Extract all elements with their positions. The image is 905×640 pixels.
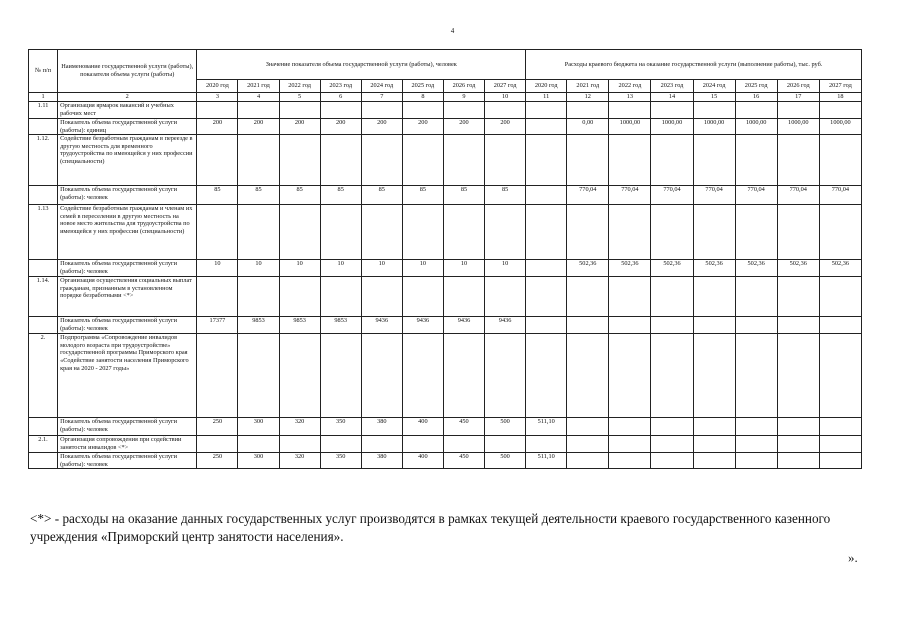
budget-cell — [567, 418, 609, 436]
budget-cell: 511,10 — [526, 453, 567, 469]
column-number: 2 — [58, 93, 197, 102]
budget-cell: 502,36 — [693, 260, 735, 277]
budget-cell — [777, 453, 819, 469]
budget-cell — [567, 453, 609, 469]
budget-cell — [526, 277, 567, 317]
volume-cell: 10 — [485, 260, 526, 277]
budget-cell — [819, 436, 861, 453]
volume-cell: 400 — [402, 453, 443, 469]
budget-cell: 770,04 — [651, 186, 693, 205]
budget-cell — [609, 205, 651, 260]
volume-cell — [279, 205, 320, 260]
budget-cell — [526, 186, 567, 205]
volume-cell — [279, 277, 320, 317]
volume-cell: 10 — [361, 260, 402, 277]
volume-cell — [361, 205, 402, 260]
volume-cell: 10 — [320, 260, 361, 277]
volume-cell: 85 — [238, 186, 279, 205]
table-row — [29, 453, 862, 469]
budget-cell — [651, 418, 693, 436]
budget-cell: 1000,00 — [609, 119, 651, 135]
column-number: 5 — [279, 93, 320, 102]
budget-cell — [567, 334, 609, 418]
budget-cell — [609, 418, 651, 436]
row-number — [29, 186, 58, 205]
volume-cell: 250 — [197, 418, 238, 436]
volume-cell — [485, 436, 526, 453]
column-number: 11 — [526, 93, 567, 102]
volume-cell — [320, 102, 361, 119]
volume-cell: 17377 — [197, 317, 238, 334]
volume-cell: 200 — [279, 119, 320, 135]
budget-cell — [735, 205, 777, 260]
budget-cell — [567, 317, 609, 334]
table-row — [29, 186, 862, 205]
budget-cell — [693, 334, 735, 418]
budget-cell — [735, 334, 777, 418]
budget-cell — [651, 277, 693, 317]
volume-cell — [238, 135, 279, 186]
volume-cell: 200 — [197, 119, 238, 135]
volume-cell: 380 — [361, 453, 402, 469]
table-row — [29, 334, 862, 418]
volume-cell: 9853 — [238, 317, 279, 334]
volume-cell: 9436 — [361, 317, 402, 334]
column-number: 3 — [197, 93, 238, 102]
header-year-budget: 2027 год — [819, 80, 861, 93]
budget-cell — [609, 334, 651, 418]
volume-cell — [320, 436, 361, 453]
header-year-volume: 2023 год — [320, 80, 361, 93]
budget-cell — [526, 334, 567, 418]
table-row — [29, 317, 862, 334]
services-table — [28, 49, 862, 469]
budget-cell — [735, 418, 777, 436]
row-name: Содействие безработным гражданам и членам их семей в переселении в другую местность на новое место жительства для трудоустройства по имеющейся у них профессии (специальности) — [58, 205, 197, 260]
header-year-budget: 2020 год — [526, 80, 567, 93]
column-number: 4 — [238, 93, 279, 102]
row-number: 1.13 — [29, 205, 58, 260]
volume-cell — [238, 205, 279, 260]
row-number: 1.14. — [29, 277, 58, 317]
budget-cell — [526, 260, 567, 277]
volume-cell — [485, 102, 526, 119]
footnote: <*> - расходы на оказание данных государственных услуг производятся в рамках текущей деятельности краевого государственного казенного учреждения «Приморский центр занятости населения». — [30, 511, 831, 544]
budget-cell: 1000,00 — [819, 119, 861, 135]
column-number: 16 — [735, 93, 777, 102]
volume-cell — [443, 334, 484, 418]
volume-cell — [197, 135, 238, 186]
volume-cell — [197, 205, 238, 260]
volume-cell — [320, 334, 361, 418]
budget-cell — [651, 317, 693, 334]
header-year-volume: 2027 год — [485, 80, 526, 93]
budget-cell — [735, 102, 777, 119]
budget-cell — [777, 277, 819, 317]
table-row — [29, 277, 862, 317]
table-row — [29, 119, 862, 135]
budget-cell: 1000,00 — [651, 119, 693, 135]
budget-cell: 0,00 — [567, 119, 609, 135]
volume-cell: 200 — [443, 119, 484, 135]
volume-cell — [402, 436, 443, 453]
budget-cell — [526, 205, 567, 260]
budget-cell — [819, 205, 861, 260]
volume-cell — [320, 277, 361, 317]
volume-cell — [485, 334, 526, 418]
volume-cell — [238, 436, 279, 453]
table-row — [29, 418, 862, 436]
budget-cell: 770,04 — [735, 186, 777, 205]
row-name: Показатель объема государственной услуги (работы): человек — [58, 260, 197, 277]
budget-cell — [777, 205, 819, 260]
budget-cell: 1000,00 — [735, 119, 777, 135]
budget-cell — [693, 277, 735, 317]
budget-cell — [609, 135, 651, 186]
header-year-budget: 2023 год — [651, 80, 693, 93]
budget-cell — [819, 418, 861, 436]
header-year-volume: 2025 год — [402, 80, 443, 93]
volume-cell: 85 — [485, 186, 526, 205]
budget-cell — [526, 135, 567, 186]
volume-cell: 85 — [443, 186, 484, 205]
budget-cell: 511,10 — [526, 418, 567, 436]
row-name: Показатель объема государственной услуги (работы): человек — [58, 453, 197, 469]
volume-cell: 10 — [443, 260, 484, 277]
volume-cell — [402, 277, 443, 317]
volume-cell: 300 — [238, 418, 279, 436]
budget-cell — [609, 277, 651, 317]
volume-cell: 250 — [197, 453, 238, 469]
row-name: Показатель объема государственной услуги (работы): человек — [58, 418, 197, 436]
budget-cell — [651, 453, 693, 469]
volume-cell — [279, 135, 320, 186]
volume-cell: 10 — [279, 260, 320, 277]
budget-cell — [567, 135, 609, 186]
header-year-budget: 2024 год — [693, 80, 735, 93]
volume-cell: 200 — [485, 119, 526, 135]
table-row — [29, 102, 862, 119]
volume-cell: 9436 — [402, 317, 443, 334]
header-num: № п/п — [29, 50, 58, 93]
budget-cell: 1000,00 — [693, 119, 735, 135]
row-name: Подпрограмма «Сопровождение инвалидов молодого возраста при трудоустройстве» государственной программы Приморского края «Содействие занятости населения Приморского края на 2020 - 2027 годы» — [58, 334, 197, 418]
volume-cell — [197, 277, 238, 317]
table-row — [29, 135, 862, 186]
volume-cell — [402, 334, 443, 418]
column-number: 15 — [693, 93, 735, 102]
budget-cell — [819, 334, 861, 418]
budget-cell — [609, 436, 651, 453]
row-number: 1.11 — [29, 102, 58, 119]
budget-cell — [693, 453, 735, 469]
budget-cell — [609, 453, 651, 469]
volume-cell — [279, 436, 320, 453]
budget-cell — [777, 102, 819, 119]
page-number: 4 — [450, 27, 455, 35]
budget-cell: 770,04 — [609, 186, 651, 205]
budget-cell — [567, 205, 609, 260]
volume-cell: 320 — [279, 418, 320, 436]
column-number: 6 — [320, 93, 361, 102]
volume-cell — [361, 436, 402, 453]
volume-cell — [402, 102, 443, 119]
budget-cell — [567, 102, 609, 119]
row-number — [29, 260, 58, 277]
header-year-volume: 2026 год — [443, 80, 484, 93]
volume-cell: 10 — [197, 260, 238, 277]
budget-cell — [693, 436, 735, 453]
budget-cell — [651, 334, 693, 418]
row-name: Организация осуществления социальных выплат гражданам, признанным в установленном порядке безработными <*> — [58, 277, 197, 317]
volume-cell — [238, 334, 279, 418]
header-year-volume: 2022 год — [279, 80, 320, 93]
volume-cell: 380 — [361, 418, 402, 436]
volume-cell: 9853 — [320, 317, 361, 334]
budget-cell — [693, 135, 735, 186]
header-name: Наименование государственной услуги (работы), показателя объема услуги (работы) — [58, 50, 197, 93]
volume-cell — [320, 205, 361, 260]
header-year-budget: 2021 год — [567, 80, 609, 93]
header-year-budget: 2025 год — [735, 80, 777, 93]
budget-cell — [735, 277, 777, 317]
volume-cell — [197, 334, 238, 418]
header-year-volume: 2024 год — [361, 80, 402, 93]
budget-cell — [777, 436, 819, 453]
budget-cell — [819, 135, 861, 186]
row-number: 2. — [29, 334, 58, 418]
volume-cell: 10 — [402, 260, 443, 277]
volume-cell — [238, 102, 279, 119]
budget-cell — [567, 277, 609, 317]
volume-cell: 500 — [485, 453, 526, 469]
header-year-volume: 2020 год — [197, 80, 238, 93]
budget-cell — [651, 205, 693, 260]
volume-cell: 10 — [238, 260, 279, 277]
table-row — [29, 260, 862, 277]
column-number: 8 — [402, 93, 443, 102]
row-number — [29, 317, 58, 334]
volume-cell — [443, 277, 484, 317]
volume-cell — [197, 436, 238, 453]
volume-cell: 9853 — [279, 317, 320, 334]
volume-cell: 350 — [320, 453, 361, 469]
budget-cell: 1000,00 — [777, 119, 819, 135]
budget-cell: 502,36 — [609, 260, 651, 277]
volume-cell — [485, 135, 526, 186]
budget-cell — [777, 418, 819, 436]
budget-cell — [819, 317, 861, 334]
column-number: 17 — [777, 93, 819, 102]
budget-cell — [777, 317, 819, 334]
row-number — [29, 418, 58, 436]
volume-cell: 85 — [279, 186, 320, 205]
volume-cell: 200 — [238, 119, 279, 135]
row-number: 1.12. — [29, 135, 58, 186]
volume-cell — [443, 102, 484, 119]
budget-cell — [526, 102, 567, 119]
volume-cell: 450 — [443, 418, 484, 436]
volume-cell: 400 — [402, 418, 443, 436]
budget-cell — [735, 453, 777, 469]
volume-cell — [279, 334, 320, 418]
volume-cell: 9436 — [443, 317, 484, 334]
volume-cell: 9436 — [485, 317, 526, 334]
volume-cell: 200 — [320, 119, 361, 135]
volume-cell — [320, 135, 361, 186]
volume-cell: 200 — [402, 119, 443, 135]
volume-cell: 85 — [320, 186, 361, 205]
budget-cell — [735, 317, 777, 334]
budget-cell — [651, 436, 693, 453]
volume-cell — [238, 277, 279, 317]
budget-cell — [777, 135, 819, 186]
volume-cell — [443, 135, 484, 186]
column-number: 1 — [29, 93, 58, 102]
volume-cell — [443, 436, 484, 453]
budget-cell — [693, 102, 735, 119]
volume-cell: 300 — [238, 453, 279, 469]
volume-cell: 200 — [361, 119, 402, 135]
volume-cell — [485, 277, 526, 317]
row-name: Организация сопровождения при содействии занятости инвалидов <*> — [58, 436, 197, 453]
header-year-budget: 2026 год — [777, 80, 819, 93]
budget-cell — [567, 436, 609, 453]
column-number: 14 — [651, 93, 693, 102]
column-number: 9 — [443, 93, 484, 102]
row-number — [29, 119, 58, 135]
budget-cell: 770,04 — [819, 186, 861, 205]
row-name: Содействие безработным гражданам в переезде в другую местность для временного трудоустройства по имеющейся у них профессии (специальности) — [58, 135, 197, 186]
budget-cell: 502,36 — [777, 260, 819, 277]
budget-cell — [526, 436, 567, 453]
column-number: 10 — [485, 93, 526, 102]
budget-cell — [609, 317, 651, 334]
table-row — [29, 436, 862, 453]
volume-cell: 350 — [320, 418, 361, 436]
volume-cell — [361, 334, 402, 418]
volume-cell — [361, 277, 402, 317]
budget-cell — [819, 453, 861, 469]
volume-cell — [402, 135, 443, 186]
budget-cell: 770,04 — [567, 186, 609, 205]
budget-cell: 502,36 — [567, 260, 609, 277]
column-number: 7 — [361, 93, 402, 102]
volume-cell: 85 — [402, 186, 443, 205]
budget-cell — [693, 418, 735, 436]
budget-cell: 502,36 — [735, 260, 777, 277]
header-year-volume: 2021 год — [238, 80, 279, 93]
budget-cell — [819, 102, 861, 119]
header-year-budget: 2022 год — [609, 80, 651, 93]
budget-cell — [609, 102, 651, 119]
volume-cell — [402, 205, 443, 260]
header-volume-group: Значение показателя объема государственной услуги (работы), человек — [197, 50, 526, 80]
volume-cell: 450 — [443, 453, 484, 469]
volume-cell — [361, 135, 402, 186]
budget-cell — [651, 102, 693, 119]
row-name: Показатель объема государственной услуги (работы): человек — [58, 186, 197, 205]
budget-cell — [526, 317, 567, 334]
volume-cell: 85 — [361, 186, 402, 205]
volume-cell — [485, 205, 526, 260]
budget-cell: 770,04 — [777, 186, 819, 205]
budget-cell: 770,04 — [693, 186, 735, 205]
volume-cell — [197, 102, 238, 119]
budget-cell — [777, 334, 819, 418]
column-number: 12 — [567, 93, 609, 102]
row-name: Показатель объема государственной услуги (работы): человек — [58, 317, 197, 334]
column-number: 18 — [819, 93, 861, 102]
budget-cell: 502,36 — [819, 260, 861, 277]
row-number: 2.1. — [29, 436, 58, 453]
budget-cell — [819, 277, 861, 317]
closing-mark: ». — [848, 550, 858, 565]
volume-cell — [443, 205, 484, 260]
volume-cell: 320 — [279, 453, 320, 469]
table-row — [29, 205, 862, 260]
budget-cell — [735, 135, 777, 186]
header-budget-group: Расходы краевого бюджета на оказание государственной услуги (выполнение работы), тыс. руб. — [526, 50, 862, 80]
budget-cell — [693, 317, 735, 334]
row-name: Показатель объема государственной услуги (работы): единиц — [58, 119, 197, 135]
budget-cell — [526, 119, 567, 135]
budget-cell — [735, 436, 777, 453]
volume-cell: 500 — [485, 418, 526, 436]
volume-cell: 85 — [197, 186, 238, 205]
column-number: 13 — [609, 93, 651, 102]
row-number — [29, 453, 58, 469]
budget-cell — [693, 205, 735, 260]
budget-cell: 502,36 — [651, 260, 693, 277]
row-name: Организация ярмарок вакансий и учебных рабочих мест — [58, 102, 197, 119]
budget-cell — [651, 135, 693, 186]
volume-cell — [279, 102, 320, 119]
volume-cell — [361, 102, 402, 119]
